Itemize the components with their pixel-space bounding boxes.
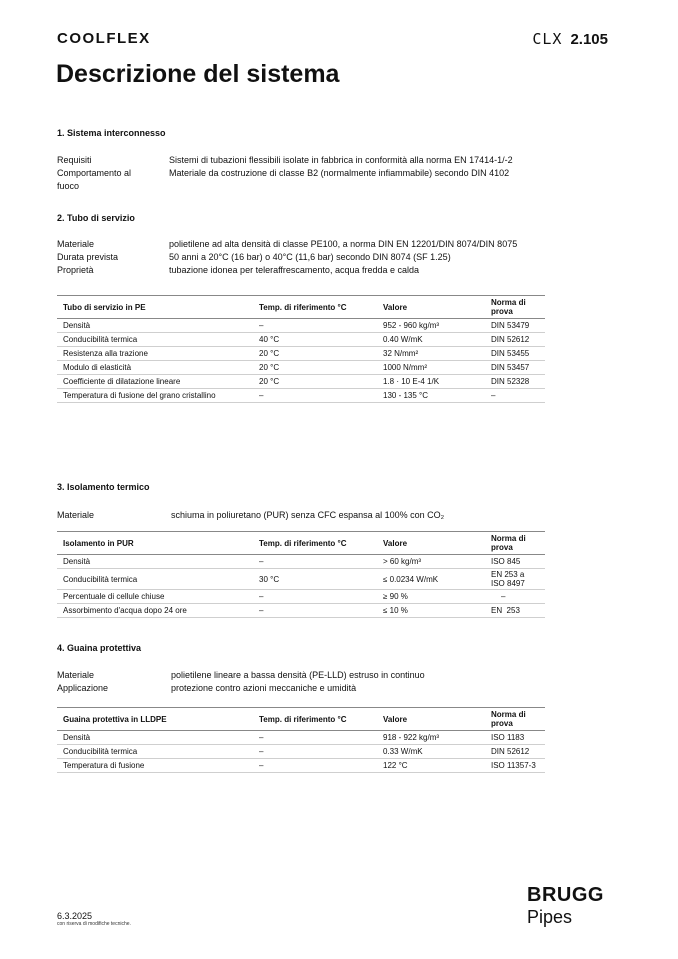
table-header-row (57, 532, 545, 555)
property-label: Comportamento al fuoco (57, 168, 132, 191)
table-cell: 20 °C (253, 347, 377, 361)
column-header: Norma di prova (485, 532, 545, 555)
table-cell: 20 °C (253, 361, 377, 375)
table-cell: EN 253 a ISO 8497 (485, 569, 545, 590)
property-row (57, 154, 569, 167)
table-cell: ≤ 0.0234 W/mK (377, 569, 485, 590)
section2-properties (57, 238, 569, 277)
table-cell: 1.8 · 10 E-4 1/K (377, 375, 485, 389)
table-header-row (57, 296, 545, 319)
property-label: Proprietà (57, 265, 94, 275)
property-value: Materiale da costruzione di classe B2 (normalmente infiammabile) secondo DIN 4102 (169, 168, 510, 178)
table-cell: ISO 11357-3 (485, 759, 545, 773)
table-cell: > 60 kg/m³ (377, 555, 485, 569)
table-cell: 32 N/mm² (377, 347, 485, 361)
table-cell: Conducibilità termica (57, 569, 253, 590)
property-label: Materiale (57, 510, 95, 520)
property-value: protezione contro azioni meccaniche e umidità (171, 683, 357, 693)
table-cell: Densità (57, 555, 253, 569)
property-row (57, 682, 571, 695)
table-cell: – (253, 319, 377, 333)
section1-properties (57, 154, 569, 193)
column-header: Valore (377, 708, 485, 731)
table-cell: EN 253 (485, 604, 545, 618)
property-label: Applicazione (57, 683, 109, 693)
property-label: Materiale (57, 670, 95, 680)
brugg-logo-subtitle: Pipes (527, 907, 573, 927)
column-header: Temp. di riferimento °C (253, 532, 377, 555)
table-row (57, 569, 545, 590)
table-cell: 1000 N/mm² (377, 361, 485, 375)
page-title: Descrizione del sistema (56, 60, 340, 88)
table-cell: Percentuale di cellule chiuse (57, 590, 253, 604)
property-row (57, 251, 569, 264)
table-cell: 952 - 960 kg/m³ (377, 319, 485, 333)
table-cell: 30 °C (253, 569, 377, 590)
table-cell: 40 °C (253, 333, 377, 347)
table-cell: DIN 53455 (485, 347, 545, 361)
table-cell: ISO 845 (485, 555, 545, 569)
brand-name: COOLFLEX (57, 30, 151, 47)
table-row (57, 555, 545, 569)
column-header: Temp. di riferimento °C (253, 296, 377, 319)
section-heading: 1. Sistema interconnesso (57, 128, 166, 138)
property-row (57, 238, 569, 251)
table-row (57, 347, 545, 361)
table-cell: 0.33 W/mK (377, 745, 485, 759)
insulation-table (57, 531, 545, 618)
table-cell: – (485, 590, 545, 604)
table-cell: 20 °C (253, 375, 377, 389)
document-code (532, 30, 608, 48)
table-row (57, 319, 545, 333)
document-date: 6.3.2025 (57, 911, 93, 921)
column-header: Isolamento in PUR (57, 532, 253, 555)
document-code-prefix: CLX (532, 30, 563, 48)
table-cell: – (253, 745, 377, 759)
service-pipe-table (57, 295, 545, 403)
table-cell: 918 - 922 kg/m³ (377, 731, 485, 745)
property-row (57, 509, 571, 522)
property-row (57, 167, 569, 193)
table-header-row (57, 708, 545, 731)
technical-changes-note: con riserva di modifiche tecniche. (57, 921, 131, 927)
property-value: polietilene ad alta densità di classe PE100, a norma DIN EN 12201/DIN 8074/DIN 8075 (169, 239, 518, 249)
table-cell: Temperatura di fusione del grano cristallino (57, 389, 253, 403)
table-cell: ≥ 90 % (377, 590, 485, 604)
table-cell: 122 °C (377, 759, 485, 773)
property-value: polietilene lineare a bassa densità (PE-LLD) estruso in continuo (171, 670, 425, 680)
table-row (57, 389, 545, 403)
table-cell: DIN 52328 (485, 375, 545, 389)
table-cell: 130 - 135 °C (377, 389, 485, 403)
column-header: Temp. di riferimento °C (253, 708, 377, 731)
section-heading: 3. Isolamento termico (57, 482, 150, 492)
table-row (57, 759, 545, 773)
property-label: Durata prevista (57, 252, 119, 262)
table-cell: DIN 53457 (485, 361, 545, 375)
property-value: 50 anni a 20°C (16 bar) o 40°C (11,6 bar) secondo DIN 8074 (SF 1.25) (169, 252, 451, 262)
table-cell: – (253, 590, 377, 604)
protective-sheath-table (57, 707, 545, 773)
table-cell: – (253, 389, 377, 403)
document-code-number: 2.105 (570, 31, 608, 48)
property-label: Materiale (57, 239, 95, 249)
property-value: Sistemi di tubazioni flessibili isolate in fabbrica in conformità alla norma EN 17414-1/-2 (169, 155, 513, 165)
table-cell: Assorbimento d'acqua dopo 24 ore (57, 604, 253, 618)
table-row (57, 333, 545, 347)
column-header: Valore (377, 532, 485, 555)
property-value: tubazione idonea per teleraffrescamento, acqua fredda e calda (169, 265, 420, 275)
table-row (57, 361, 545, 375)
table-cell: – (253, 759, 377, 773)
table-row (57, 604, 545, 618)
section4-properties (57, 669, 571, 695)
table-row (57, 375, 545, 389)
property-row (57, 264, 569, 277)
table-cell: Densità (57, 319, 253, 333)
table-cell: ≤ 10 % (377, 604, 485, 618)
table-cell: – (485, 389, 545, 403)
table-row (57, 745, 545, 759)
column-header: Norma di prova (485, 296, 545, 319)
table-cell: Modulo di elasticità (57, 361, 253, 375)
section-heading: 2. Tubo di servizio (57, 213, 135, 223)
table-cell: – (253, 604, 377, 618)
column-header: Tubo di servizio in PE (57, 296, 253, 319)
table-cell: Densità (57, 731, 253, 745)
table-cell: 0.40 W/mK (377, 333, 485, 347)
column-header: Guaina protettiva in LLDPE (57, 708, 253, 731)
table-row (57, 590, 545, 604)
table-cell: DIN 52612 (485, 745, 545, 759)
table-cell: ISO 1183 (485, 731, 545, 745)
table-cell: – (253, 555, 377, 569)
table-cell: DIN 53479 (485, 319, 545, 333)
section-heading: 4. Guaina protettiva (57, 643, 142, 653)
property-label: Requisiti (57, 155, 92, 165)
table-cell: DIN 52612 (485, 333, 545, 347)
table-cell: Resistenza alla trazione (57, 347, 253, 361)
table-cell: – (253, 731, 377, 745)
table-row (57, 731, 545, 745)
brugg-logo: BRUGG (527, 884, 604, 906)
property-row (57, 669, 571, 682)
property-value: schiuma in poliuretano (PUR) senza CFC espansa al 100% con CO₂ (171, 510, 445, 520)
column-header: Norma di prova (485, 708, 545, 731)
table-cell: Conducibilità termica (57, 333, 253, 347)
table-cell: Coefficiente di dilatazione lineare (57, 375, 253, 389)
table-cell: Conducibilità termica (57, 745, 253, 759)
table-cell: Temperatura di fusione (57, 759, 253, 773)
column-header: Valore (377, 296, 485, 319)
section3-properties (57, 509, 571, 522)
